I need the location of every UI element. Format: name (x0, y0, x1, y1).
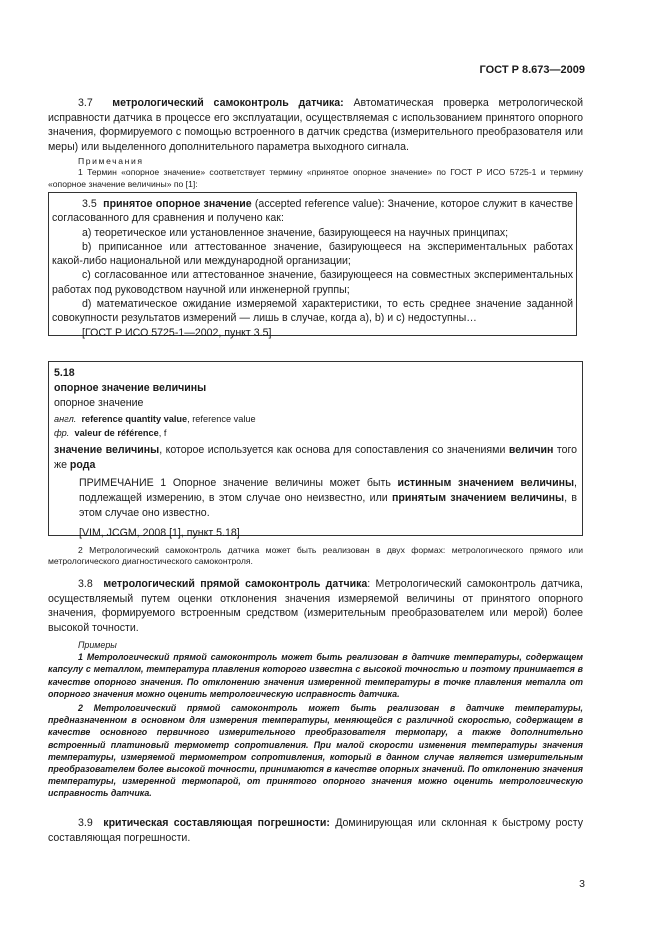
quote-item-b: b) приписанное или аттестованное значение, базирующееся на экспериментальных работах какой-либо национальной или международной организации; (52, 240, 573, 268)
vim-english-term (54, 412, 577, 426)
quote-item-a: а) теоретическое или установленное значение, базирующееся на научных принципах; (82, 226, 509, 239)
lang-label-en: англ. (54, 413, 77, 424)
definition-3-9 (48, 816, 583, 845)
note-2: 2 Метрологический самоконтроль датчика может быть реализован в двух формах: метрологического прямого или метрологического диагностического самоконтроля. (48, 545, 583, 567)
def-bold-1: значение величины (54, 443, 160, 456)
lang-label-fr: фр. (54, 427, 70, 438)
vim-term-number: 5.18 (54, 367, 75, 379)
term-number: 3.7 (78, 97, 93, 109)
term-title: метрологический самоконтроль датчика: (112, 97, 344, 109)
quote-term-line (52, 197, 573, 226)
term-number: 3.9 (78, 817, 93, 829)
note-bold-1: истинным значением величины (397, 477, 575, 490)
note-bold-2: принятым значением величины (392, 492, 565, 505)
definition-3-8 (48, 577, 583, 635)
term-definition: Автоматическая проверка метрологической исправности датчика в процессе его эксплуатации, осуществляемая с использованием принятого опорного значения, формируемого с помощью встроенного в датчик средства (измерительного преобразователя или меры) или выделенного дополнительного параметра выходного сигнала. (48, 97, 583, 153)
quote-item-d: d) математическое ожидание измеряемой характеристики, то есть среднее значение заданной совокупности результатов измерений — лишь в случае, когда а), b) и с) недоступны… (52, 298, 573, 325)
vim-term-title: опорное значение величины (54, 382, 207, 395)
vim-french-term (54, 426, 577, 440)
definition-3-7 (48, 96, 583, 154)
def-bold-3: рода (69, 458, 96, 471)
page-number: 3 (579, 878, 585, 890)
def-text-1: , которое используется как основа для сопоставления со значениями (159, 443, 509, 456)
quote-reference: [ГОСТ Р ИСО 5725-1—2002, пункт 3.5] (82, 326, 272, 339)
standard-id: ГОСТ Р 8.673—2009 (479, 64, 585, 76)
note-2-block (48, 545, 583, 568)
english-term-rest: , reference value (187, 413, 256, 424)
notes-heading: Примечания (78, 156, 144, 166)
def-text-2: того же (54, 443, 577, 471)
examples-block (48, 639, 583, 800)
note-text-2: , подлежащей измерению, в этом случае оно неизвестно, или (79, 477, 577, 505)
quoted-definition-3-5 (48, 192, 577, 339)
examples-heading: Примеры (78, 640, 117, 650)
quote-item-c: c) согласованное или аттестованное значение, базирующееся на совместных экспериментальных работах под руководством научной или инженерной группы; (52, 269, 573, 296)
note-text-1: ПРИМЕЧАНИЕ 1 Опорное значение величины может быть (79, 477, 398, 490)
note-text-3: , в этом случае оно известно. (79, 492, 577, 520)
english-term: reference quantity value (81, 413, 188, 424)
quote-term-title: принятое опорное значение (103, 198, 252, 210)
french-term-rest: , f (158, 427, 167, 438)
term-definition: : Метрологический самоконтроль датчика, осуществляемый путем оценки отклонения значения измеряемой величины от принятого опорного значения, формируемого встроенным средством (измерительным преобразователем или мерой) более высокой точности. (48, 578, 583, 634)
term-number: 3.8 (78, 578, 93, 590)
vim-note-1 (54, 476, 577, 522)
quoted-definition-5-18 (48, 361, 583, 539)
vim-definition (54, 443, 577, 473)
quote-term-definition: (accepted reference value): Значение, которое служит в качестве согласованного для сравнения и получено как: (52, 198, 573, 225)
section-3-7 (48, 96, 583, 154)
notes-block (48, 156, 583, 190)
def-bold-2: величин (508, 443, 554, 456)
example-2: 2 Метрологический прямой самоконтроль может быть реализован в датчике температуры, предназначенном в основном для измерения температуры, меняющейся с различной скоростью, содержащем в качестве основного первичного измерительного преобразователя термопару, а также дополнительно встроенный платиновый термометр сопротивления. При малой скорости изменения температуры значения температуры, измеряемой термометром сопротивления, который в данном случае является измерительным преобразователем более высокой точности, принимаются в качестве опорных значений. По отклонению значения температуры, измеренной термопарой, от принятого опорного значения можно оценить метрологическую исправность датчика. (48, 703, 583, 799)
term-definition: Доминирующая или склонная к быстрому росту составляющая погрешности. (48, 817, 583, 844)
vim-term-synonym: опорное значение (54, 397, 144, 410)
example-1: 1 Метрологический прямой самоконтроль может быть реализован в датчике температуры, содержащем капсулу с металлом, температура плавления которого известна с высокой точностью и поэтому принимается в качестве опорного значения. По отклонению значения измеренной температуры в точке плавления металла от опорного значения можно оценить метрологическую исправность датчика. (48, 652, 583, 699)
note-1: 1 Термин «опорное значение» соответствует термину «принятое опорное значение» по ГОСТ Р ИСО 5725-1 и термину «опорное значение величины» по [1]: (48, 167, 583, 189)
vim-reference: [VIM, JCGM, 2008 [1], пункт 5.18] (79, 526, 240, 539)
french-term: valeur de référence (74, 427, 159, 438)
term-title: критическая составляющая погрешности: (103, 817, 330, 829)
section-3-9 (48, 816, 583, 845)
quote-term-number: 3.5 (82, 198, 97, 210)
section-3-8 (48, 577, 583, 635)
term-title: метрологический прямой самоконтроль датчика (103, 578, 368, 590)
